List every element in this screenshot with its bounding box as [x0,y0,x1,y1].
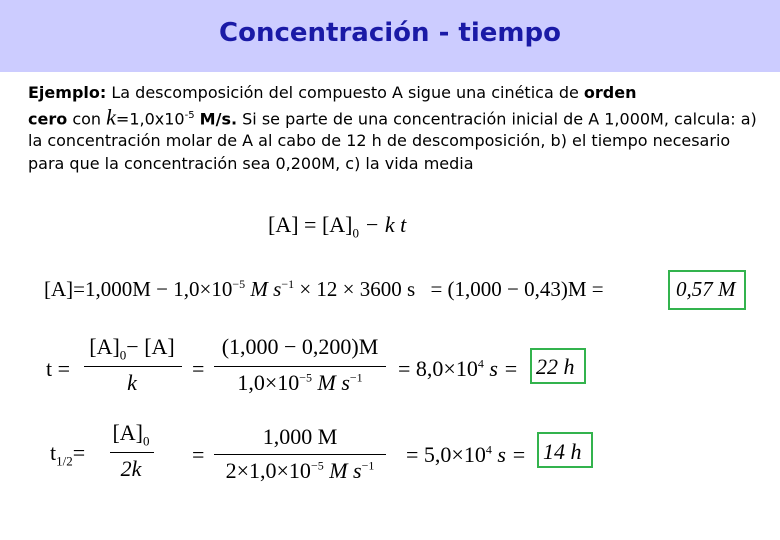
eq-b-den: k [127,370,137,395]
k-value: =1,0x10 [115,108,185,128]
intro-text-1: La descomposición del compuesto A sigue una cinética de [111,83,579,102]
eq-a-expr: 1,000M − 1,0×10 [85,277,233,301]
eq-b-fraction-bar-1 [84,366,182,367]
eq-c-eq2-unit: s = [497,442,527,467]
intro-text-3: Si se parte de una concentración inicial de A 1,000M, calcula: a) la concentración molar de A al cabo de 12 h de descomposición, b) el tiempo necesario para que la concentración sea 0,200M, c) la vida media [28,108,757,173]
eq-a-lhs: [A] [44,277,74,301]
equation-a [44,277,604,302]
eq-a-expr3: × 12 × 3600 s [299,277,416,301]
ejemplo-label: Ejemplo: [28,83,107,102]
eq-c-rhs [406,442,526,468]
eq-c-lhs-t: t [50,440,57,465]
k-symbol: k [106,103,116,129]
eq-c-den-c2: M s [329,458,362,483]
eq-b-num2: − [A] [126,334,175,359]
result-b [536,354,575,380]
eq-c-num: [A] [112,420,144,445]
eq-a-expr4: (1,000 − 0,43)M = [447,277,604,301]
eq-b-eq2-unit: s = [489,356,519,381]
eq-c-den: 2k [120,456,142,481]
eq-c-den-c-exp2: −1 [361,458,375,473]
eq-b-num-sub: 0 [119,347,127,363]
eq-c-fraction-bar-2 [214,454,386,455]
result-b-text: 22 h [536,354,575,379]
general-sub0: 0 [352,225,360,241]
eq-c-eq2-exp: 4 [485,442,492,457]
eq-b-num: [A] [89,334,120,359]
eq-b-eq2: = 8,0×10 [398,356,478,381]
eq-a-eq: = [73,277,85,301]
eq-c-eq2: = 5,0×10 [406,442,486,467]
eq-c-num-c: 1,000 M [262,424,338,449]
general-equation [268,212,406,241]
eq-a-exp1: −5 [232,277,246,291]
header-bar [0,0,780,72]
eq-c-lhs-eq: = [72,440,86,465]
eq-a-expr2: M s [250,277,282,301]
eq-c-numerator [106,420,156,449]
eq-b-numerator-2 [212,334,388,360]
eq-b-den-b2: M s [317,370,350,395]
eq-b-lhs: t = [46,356,71,381]
general-eq: = [304,212,317,237]
eq-b-den-b-exp: −5 [299,370,313,385]
general-a0: [A] [321,212,353,237]
eq-b-numerator [82,334,182,363]
eq-c-fraction-bar-1 [110,452,154,453]
eq-c-lhs [50,440,85,469]
result-c [543,439,582,465]
eq-b-eq2-exp: 4 [477,356,484,371]
result-a-text: 0,57 M [676,277,736,301]
eq-b-num-b: (1,000 − 0,200)M [221,334,379,359]
eq-c-lhs-sub: 1/2 [56,453,73,469]
general-lhs: [A] [268,212,299,237]
eq-a-eq2: = [430,277,443,301]
k-unit: M/s. [199,108,238,128]
k-exponent: -5 [184,109,195,121]
eq-b-denominator-2 [212,370,388,396]
orden-label: orden [583,83,637,102]
eq-b-denominator [82,370,182,396]
eq-b-rhs [398,356,518,382]
intro-text-2: con [72,108,102,128]
eq-c-den-c-exp: −5 [310,458,324,473]
eq-c-denominator [106,456,156,482]
result-c-text: 14 h [543,439,582,464]
eq-a-exp2: −1 [281,277,295,291]
general-minus-kt: − k t [364,212,407,237]
eq-b-eq: = [192,356,205,381]
result-a [676,277,736,302]
cero-label: cero [28,108,68,128]
eq-b-den-b: 1,0×10 [237,370,300,395]
page-title: Concentración - tiempo [219,18,561,48]
eq-c-denominator-2 [212,458,388,484]
eq-c-numerator-2 [212,424,388,450]
eq-b-fraction-bar-2 [214,366,386,367]
eq-c-eq: = [192,442,205,467]
eq-b-den-b-exp2: −1 [349,370,363,385]
eq-c-num-sub: 0 [143,433,150,449]
problem-statement [28,82,763,175]
eq-c-den-c: 2×1,0×10 [225,458,311,483]
